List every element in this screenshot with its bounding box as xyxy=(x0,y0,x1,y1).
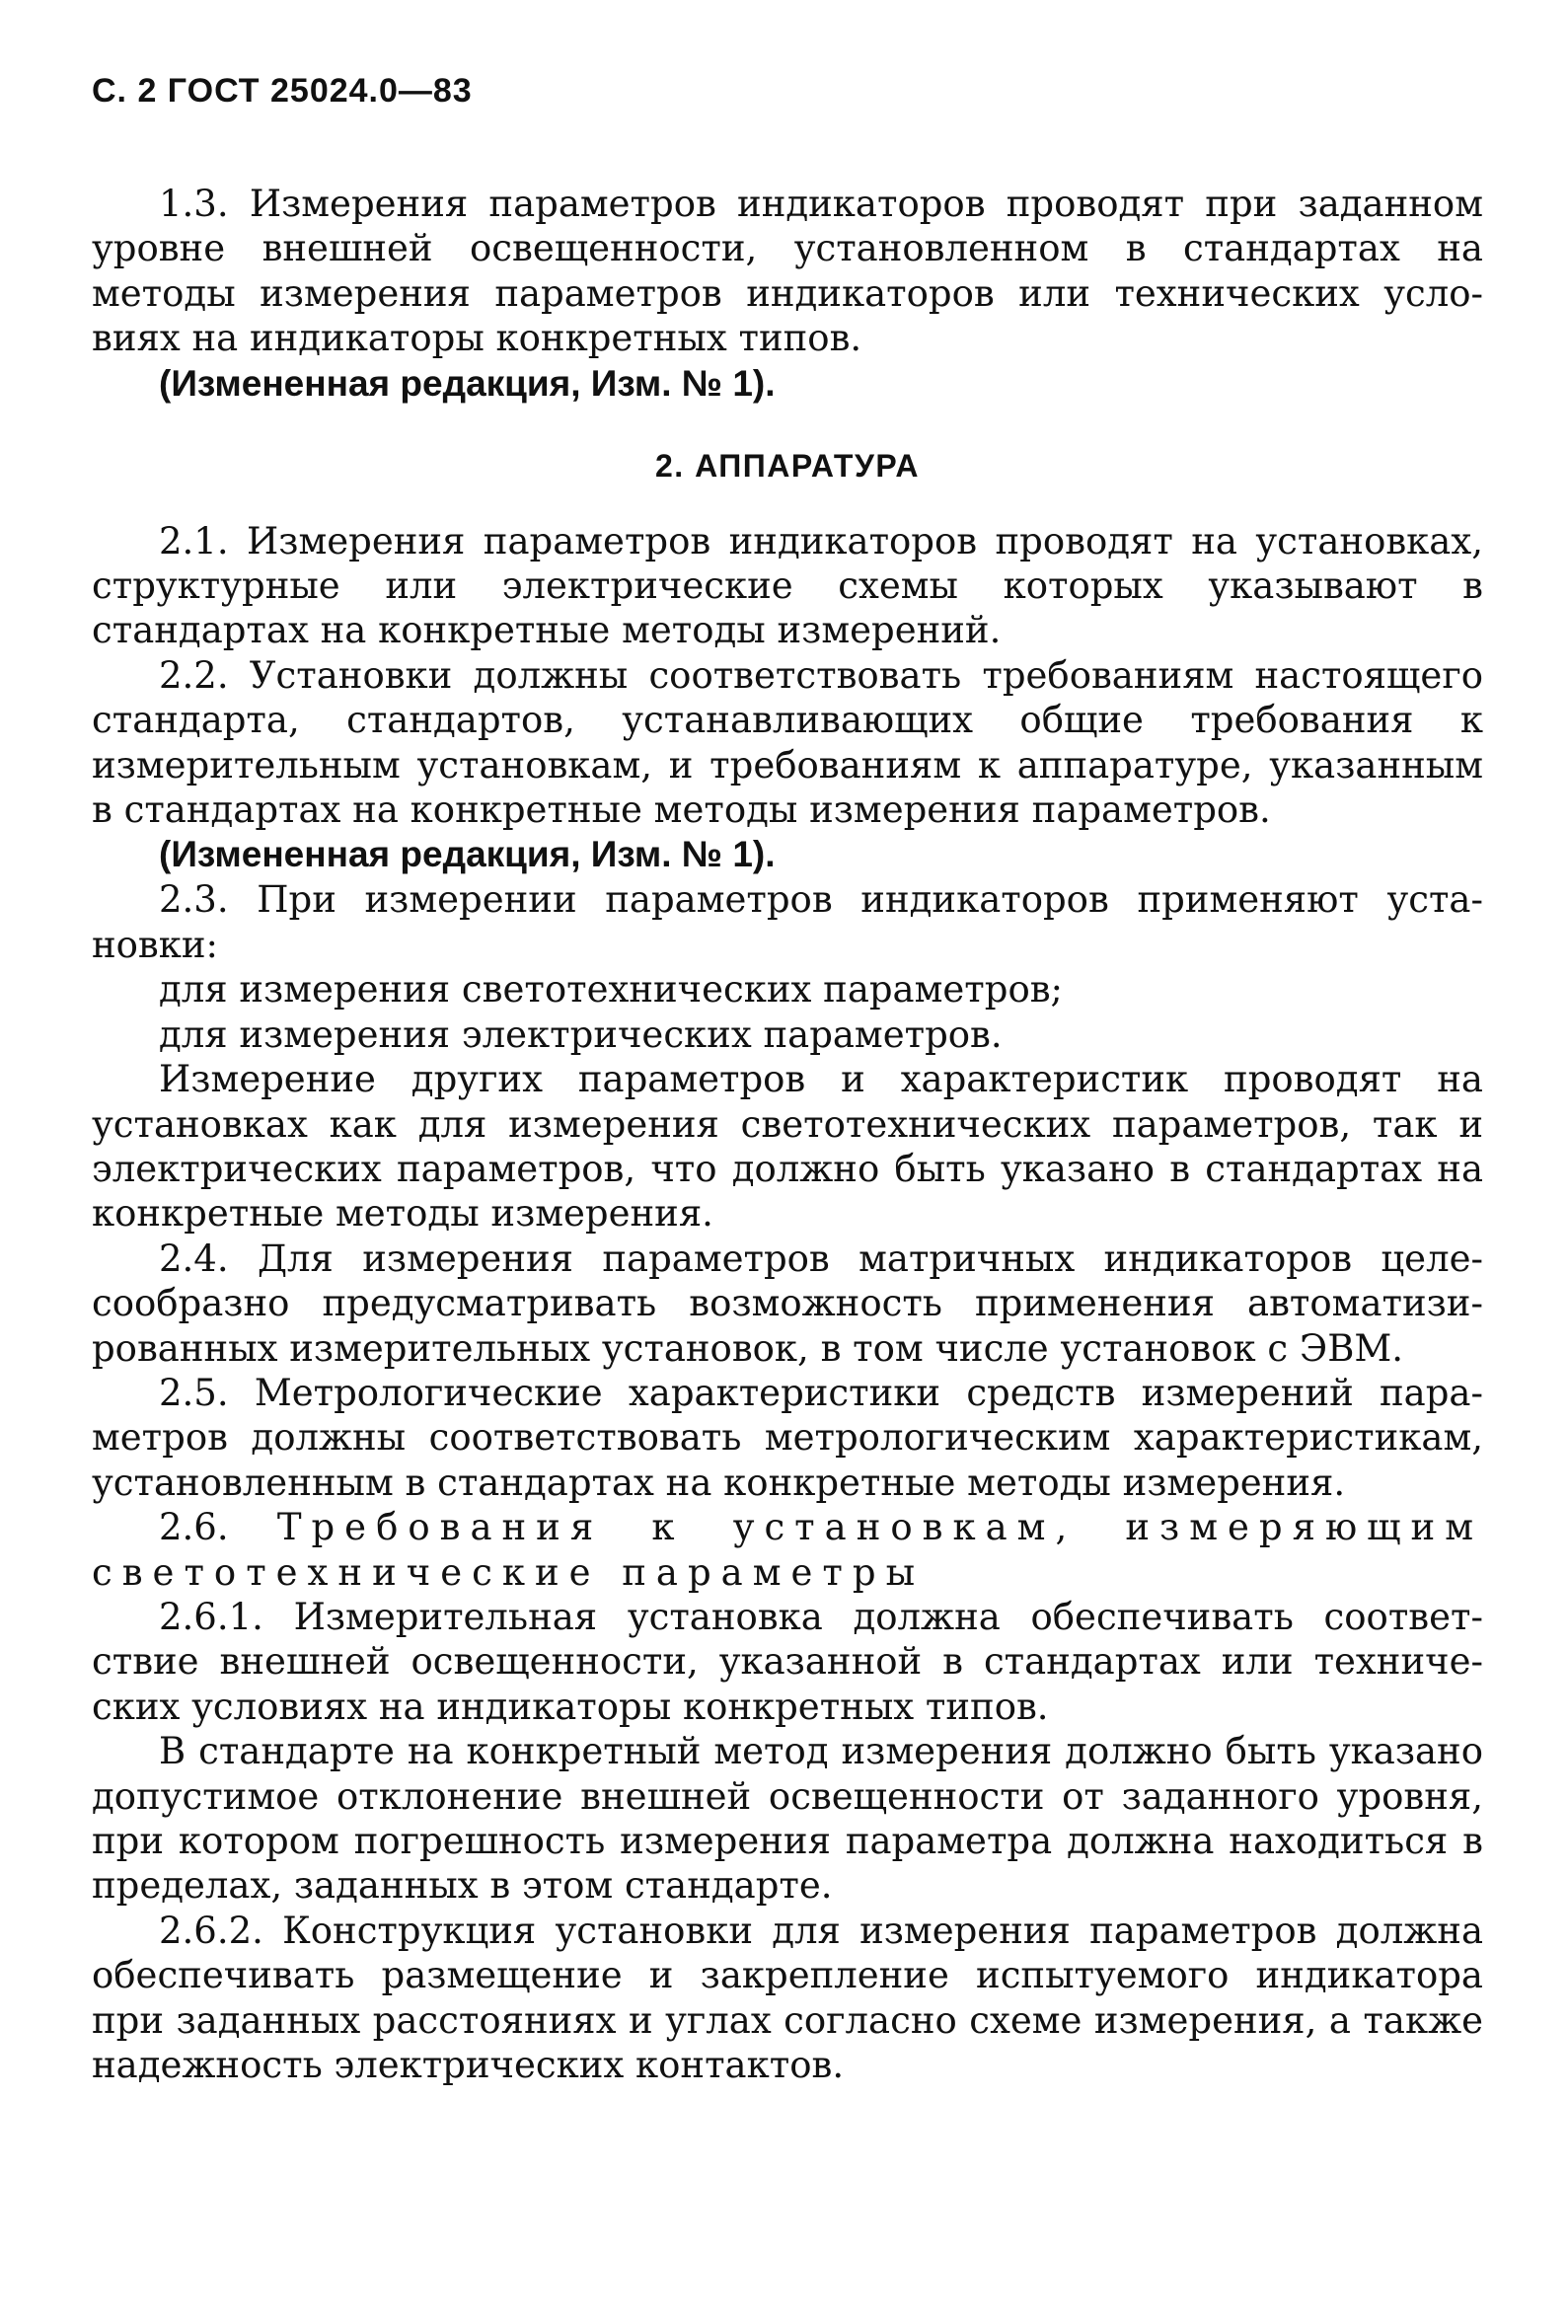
paragraph-2-5: 2.5. Метрологические характеристики средств измерений параметров должны соответствовать метрологическим характеристикам, установленным в стандартах на конкретные методы измерения. xyxy=(92,1371,1483,1504)
paragraph-2-6-2: 2.6.2. Конструкция установки для измерения параметров должна обеспечивать размещение и закрепление испытуемого индикатора при заданных расстояниях и углах согласно схеме измерения, а также надежность электрических контактов. xyxy=(92,1909,1483,2087)
paragraph-2-4: 2.4. Для измерения параметров матричных индикаторов целесообразно предусматривать возможность применения автоматизированных измерительных установок, в том числе установок с ЭВМ. xyxy=(92,1237,1483,1370)
paragraph-2-3-continued: Измерение других параметров и характеристик проводят на установках как для измерения светотехнических параметров, так и электрических параметров, что должно быть указано в стандартах на конкретные методы измерения. xyxy=(92,1058,1483,1236)
list-item: для измерения электрических параметров. xyxy=(159,1012,1003,1056)
paragraph-2-1: 2.1. Измерения параметров индикаторов проводят на установках, структурные или электрические схемы которых указывают в стандартах на конкретные методы измерений. xyxy=(92,519,1483,652)
section-title-apparatus: 2. АППАРАТУРА xyxy=(654,447,920,484)
amendment-note: (Измененная редакция, Изм. № 1). xyxy=(159,834,776,875)
paragraph-2-3: 2.3. При измерении параметров индикаторов применяют установки: xyxy=(92,878,1483,966)
paragraph-2-6-heading xyxy=(92,1505,1483,1595)
list-item: для измерения светотехнических параметров; xyxy=(159,968,1064,1012)
running-header: С. 2 ГОСТ 25024.0—83 xyxy=(92,72,473,110)
document-page xyxy=(92,71,1483,2087)
amendment-note: (Измененная редакция, Изм. № 1). xyxy=(159,362,776,404)
paragraph-1-3: 1.3. Измерения параметров индикаторов проводят при заданном уровне внешней освещенности, установленном в стандартах на методы измерения параметров индикаторов или технических условиях на индикаторы конкретных типов. xyxy=(92,183,1483,360)
clause-heading-text: Требования к установкам, измеряющим светотехнические параметры xyxy=(92,1506,1483,1594)
paragraph-2-2: 2.2. Установки должны соответствовать требованиям настоящего стандарта, стандартов, устанавливающих общие требования к измерительным установкам, и требованиям к аппаратуре, указанным в стандартах на конкретные методы измерения параметров. xyxy=(92,653,1483,832)
paragraph-2-6-1: 2.6.1. Измерительная установка должна обеспечивать соответствие внешней освещенности, указанной в стандартах или технических условиях на индикаторы конкретных типов. xyxy=(92,1595,1483,1728)
paragraph-2-6-1-continued: В стандарте на конкретный метод измерения должно быть указано допустимое отклонение внешней освещенности от заданного уровня, при котором погрешность измерения параметра должна находиться в пределах, заданных в этом стандарте. xyxy=(92,1730,1483,1908)
clause-number: 2.6. xyxy=(159,1506,229,1549)
